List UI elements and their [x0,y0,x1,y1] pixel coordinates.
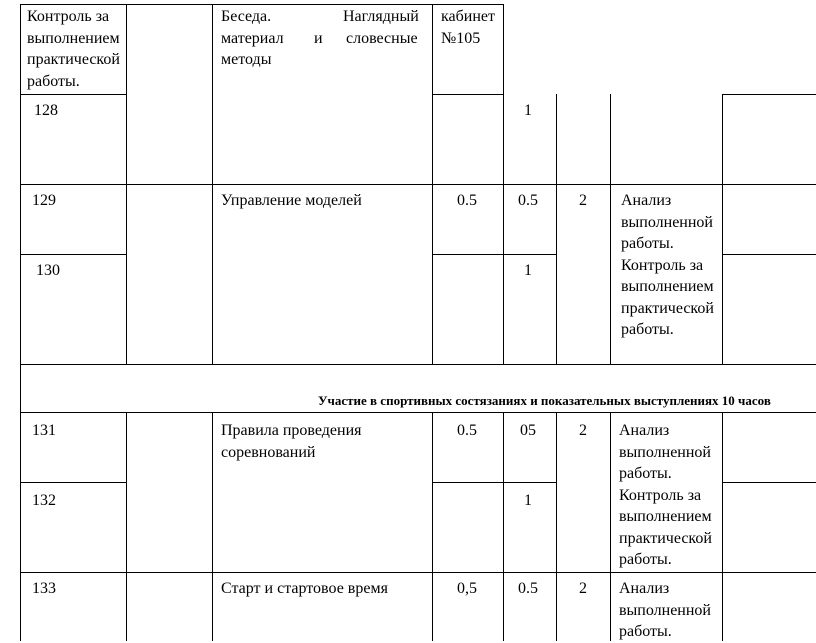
practice-hours: 1 [524,262,532,279]
control-line: Контроль за [27,8,110,25]
control-line: выполнением [621,278,714,295]
place-line: кабинет [441,8,495,25]
total-hours: 2 [579,422,587,439]
control-line: выполнением [619,508,712,525]
total-hours: 2 [579,192,587,209]
lesson-number: 128 [34,102,58,119]
control-line: работы. [619,623,672,640]
method-word: и [314,29,323,47]
control-line: Анализ [619,422,670,439]
lesson-number: 129 [32,192,56,209]
theory-hours: 0,5 [457,580,477,597]
control-line: Анализ [619,580,670,597]
control-line: практической [27,51,120,68]
control-line: выполненной [621,213,713,231]
lesson-topic-line: Правила проведения [221,422,362,439]
control-line: практической [619,529,712,547]
lesson-number: 133 [32,580,56,597]
practice-hours: 0.5 [518,192,538,209]
lesson-topic: Старт и стартовое время [221,580,388,597]
section-title: Участие в спортивных состязаниях и показательных выступлениях 10 часов [318,393,771,408]
practice-hours: 1 [524,492,532,509]
practice-hours: 1 [524,102,532,119]
control-line: выполненной [619,443,711,461]
control-line: Контроль за [621,256,704,274]
lesson-number: 130 [36,262,60,279]
control-line: работы. [619,551,672,568]
theory-hours: 0.5 [457,192,477,209]
control-line: работы. [621,235,674,252]
control-line: работы. [27,72,80,90]
control-line: выполнением [27,29,120,47]
practice-hours: 0.5 [518,580,538,597]
lesson-topic: Управление моделей [221,192,362,209]
method-word: материал [221,29,284,47]
place-line: №105 [441,29,481,47]
lesson-number: 131 [32,422,56,439]
control-line: практической [621,299,714,317]
method-line: методы [221,51,272,68]
control-line: работы. [621,321,674,338]
lesson-topic-line: соревнований [221,443,316,461]
practice-hours: 05 [520,422,536,439]
method-word: Наглядный [343,8,419,25]
total-hours: 2 [579,580,587,597]
lesson-number: 132 [32,492,56,509]
method-word: Беседа. [221,8,272,25]
theory-hours: 0.5 [457,422,477,439]
control-line: Контроль за [619,486,702,504]
method-word: словесные [346,29,418,47]
control-line: Анализ [621,192,672,209]
control-line: работы. [619,465,672,482]
control-line: выполненной [619,601,711,619]
